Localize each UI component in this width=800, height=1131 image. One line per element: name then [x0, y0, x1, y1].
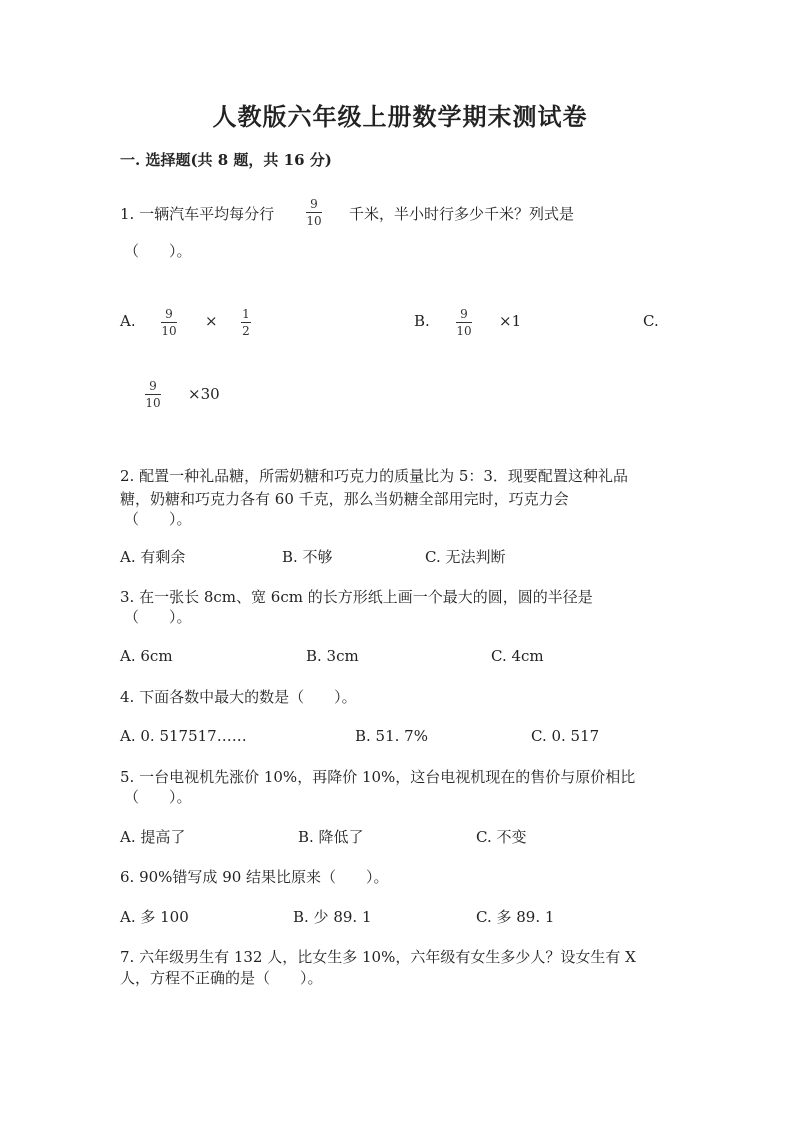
q5-option-a: A. 提高了	[120, 828, 186, 846]
q3-line-2: （ ）。	[124, 608, 192, 626]
q6-line-1: 6. 90%错写成 90 结果比原来（ ）。	[120, 868, 389, 886]
q1-a-f2-num: 1	[242, 307, 250, 321]
q1-option-a-operator: ×	[205, 312, 218, 330]
q1-suffix: 千米，半小时行多少千米？列式是	[349, 205, 575, 223]
q1-option-c-label: C.	[643, 312, 659, 330]
q1-b-f-den: 10	[456, 324, 472, 338]
q4-option-c: C. 0. 517	[531, 727, 600, 745]
q1-b-f-num: 9	[460, 307, 468, 321]
q2-line-3: （ ）。	[124, 510, 192, 528]
q6-option-b: B. 少 89. 1	[293, 908, 372, 926]
q4-option-b: B. 51. 7%	[355, 727, 428, 745]
q2-option-b: B. 不够	[282, 548, 333, 566]
q1-fraction-denominator: 10	[306, 214, 322, 228]
q7-line-2: 人，方程不正确的是（ ）。	[120, 969, 323, 987]
q2-option-c: C. 无法判断	[425, 548, 506, 566]
page-title: 人教版六年级上册数学期末测试卷	[212, 102, 588, 131]
q6-option-a: A. 多 100	[120, 908, 189, 926]
q1-option-a-label: A.	[120, 312, 136, 330]
q1-c-f-num: 9	[149, 379, 157, 393]
section-heading: 一. 选择题(共 8 题，共 16 分)	[120, 151, 332, 169]
q1-prefix: 1. 一辆汽车平均每分行	[120, 205, 275, 223]
q5-option-b: B. 降低了	[298, 828, 364, 846]
q7-line-1: 7. 六年级男生有 132 人，比女生多 10%，六年级有女生多少人？设女生有 X	[120, 948, 636, 966]
q3-option-b: B. 3cm	[306, 647, 359, 665]
q4-line-1: 4. 下面各数中最大的数是（ ）。	[120, 688, 357, 706]
q2-option-a: A. 有剩余	[120, 548, 186, 566]
q5-line-2: （ ）。	[124, 788, 192, 806]
q3-line-1: 3. 在一张长 8cm、宽 6cm 的长方形纸上画一个最大的圆，圆的半径是	[120, 588, 593, 606]
q4-option-a: A. 0. 517517……	[120, 727, 247, 745]
q3-option-c: C. 4cm	[491, 647, 544, 665]
q1-option-b-fraction	[456, 307, 472, 338]
q1-option-c-rest: ×30	[188, 385, 220, 403]
q1-a-f2-den: 2	[242, 324, 250, 338]
q2-line-2: 糖，奶糖和巧克力各有 60 千克，那么当奶糖全部用完时，巧克力会	[120, 490, 569, 508]
q5-line-1: 5. 一台电视机先涨价 10%，再降价 10%，这台电视机现在的售价与原价相比	[120, 768, 636, 786]
q1-c-f-den: 10	[145, 396, 161, 410]
q3-option-a: A. 6cm	[120, 647, 173, 665]
q1-option-c-fraction	[145, 379, 161, 410]
q6-option-c: C. 多 89. 1	[476, 908, 555, 926]
q1-fraction-numerator: 9	[310, 197, 318, 211]
q2-line-1: 2. 配置一种礼品糖，所需奶糖和巧克力的质量比为 5：3．现要配置这种礼品	[120, 467, 628, 485]
q1-option-a-fraction-2	[241, 307, 251, 338]
q1-a-f1-den: 10	[161, 324, 177, 338]
q1-blank: （ ）。	[124, 242, 192, 260]
q1-fraction	[306, 197, 322, 228]
q5-option-c: C. 不变	[476, 828, 527, 846]
q1-option-a-fraction-1	[161, 307, 177, 338]
q1-a-f1-num: 9	[165, 307, 173, 321]
q1-option-b-label: B.	[414, 312, 430, 330]
q1-option-b-rest: ×1	[499, 312, 522, 330]
